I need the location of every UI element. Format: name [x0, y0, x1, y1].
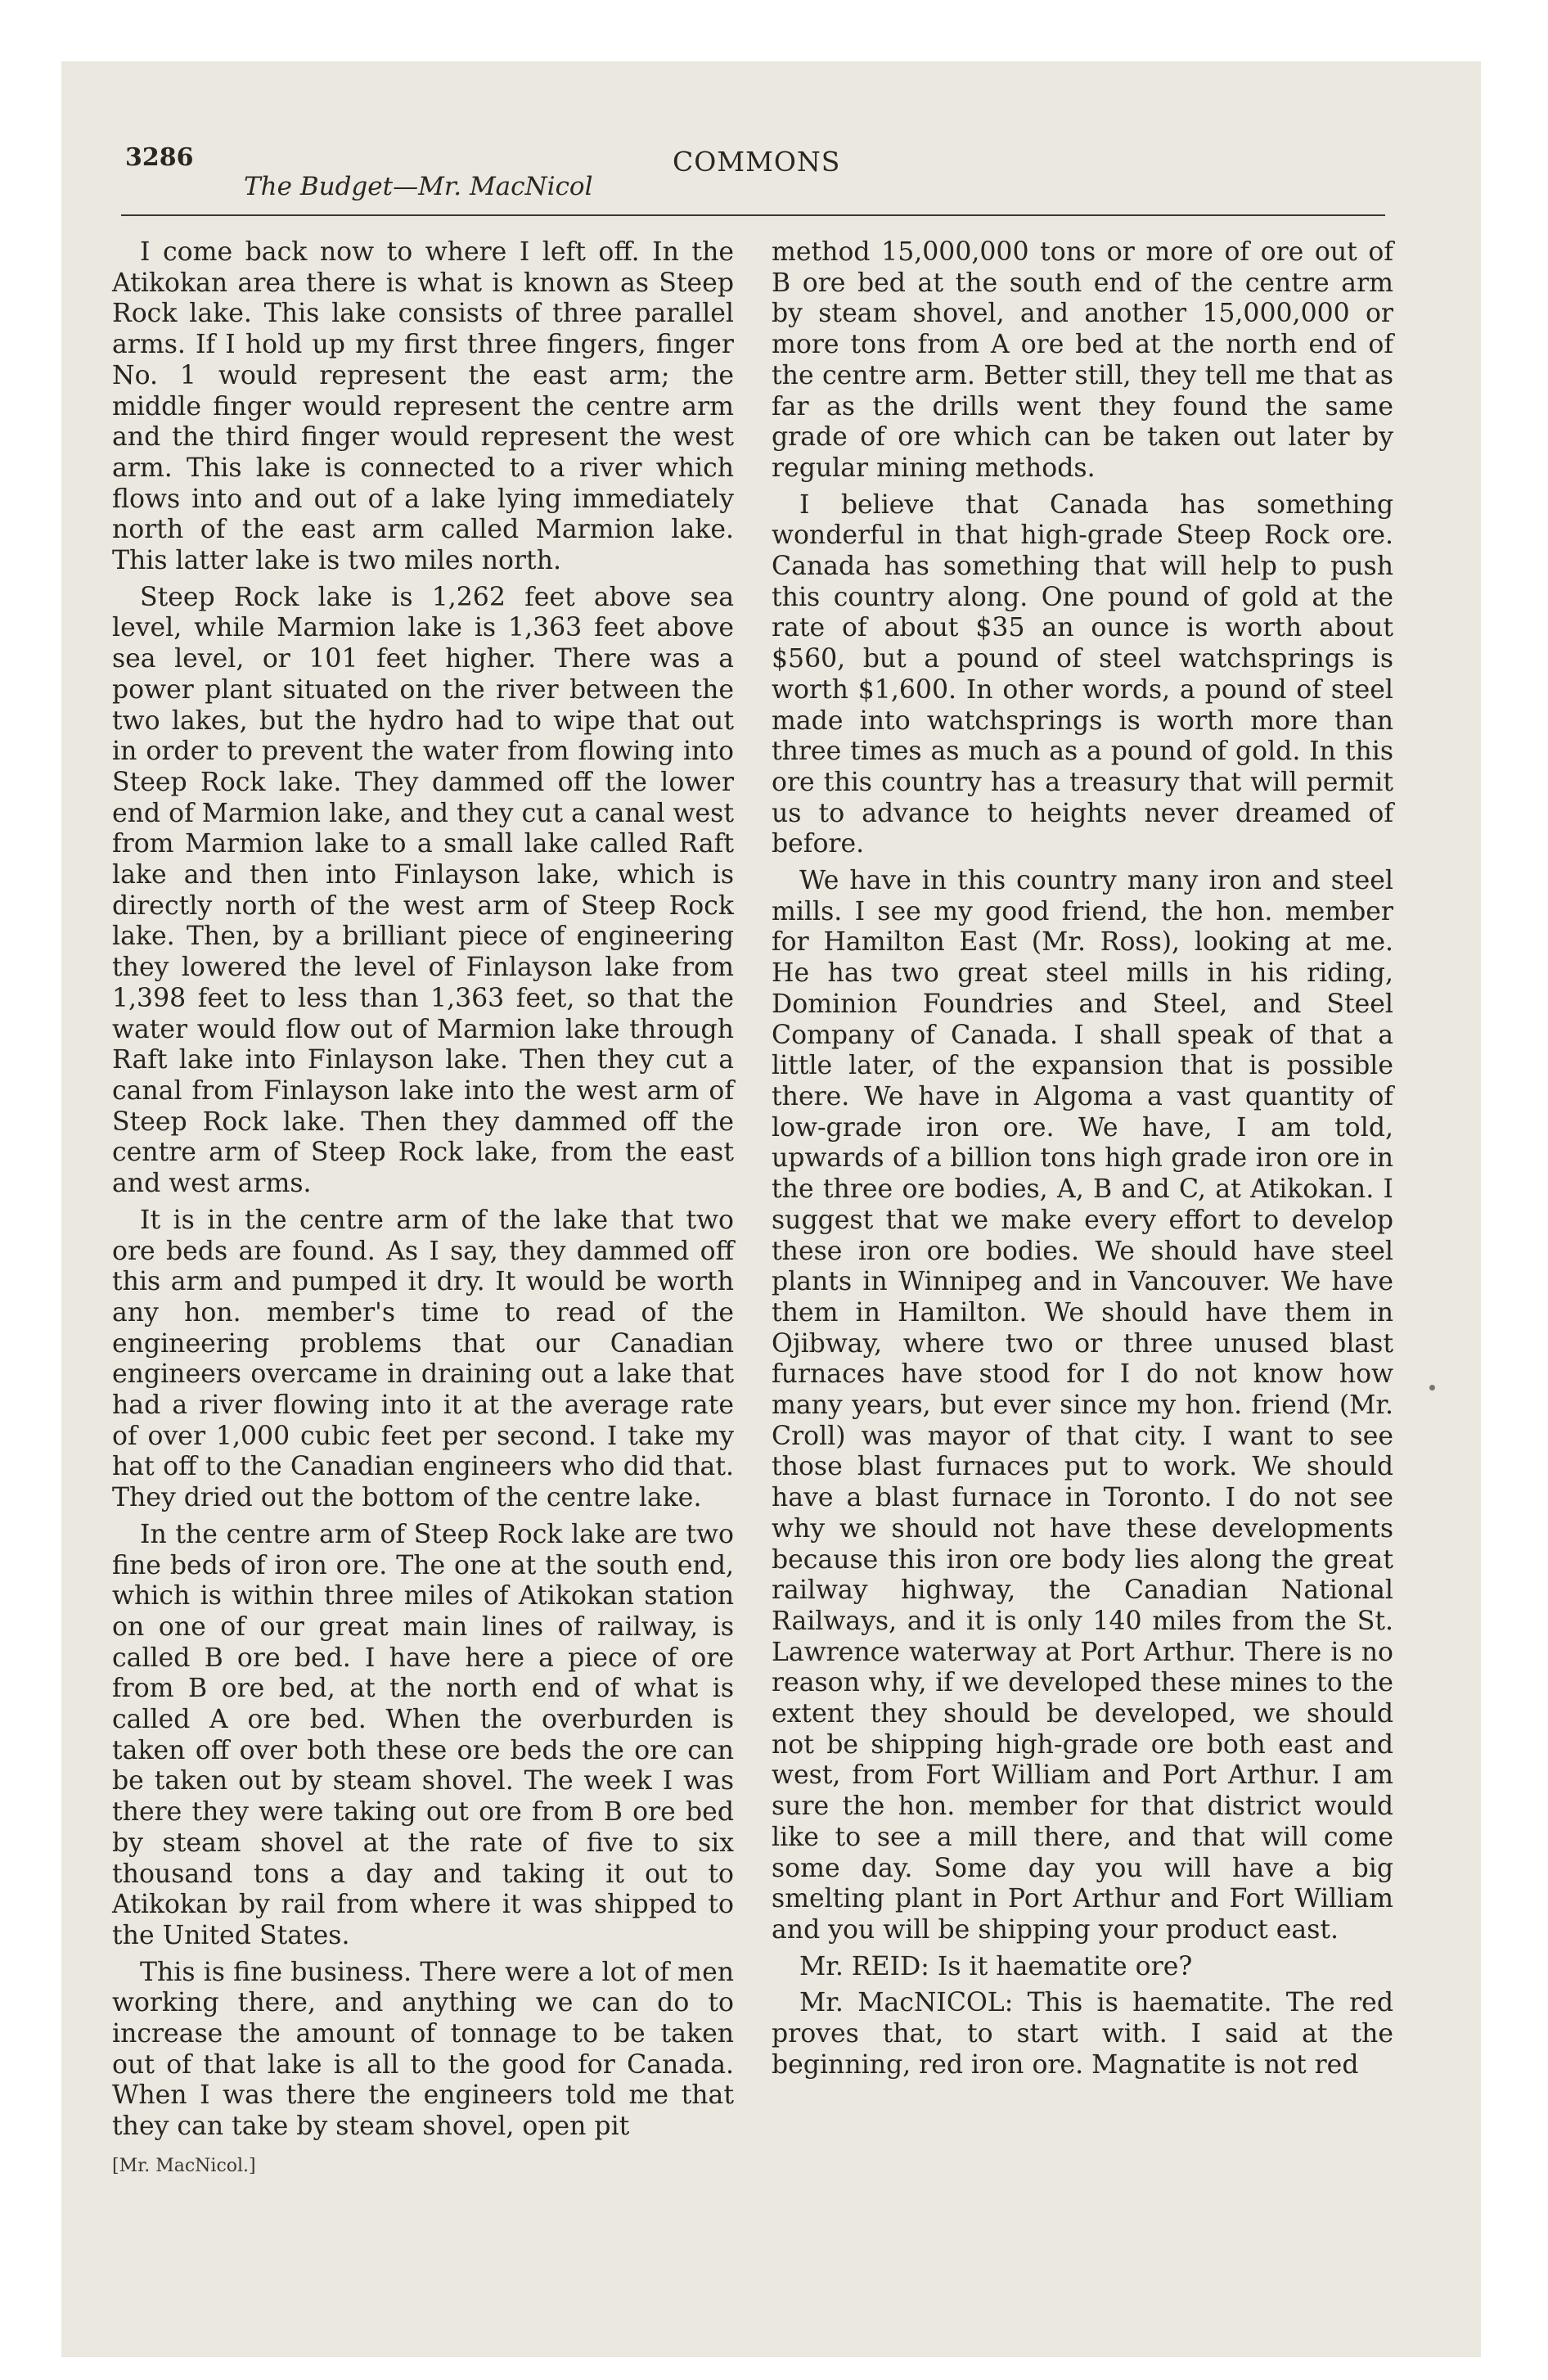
speaker-footnote: [Mr. MacNicol.]	[112, 2155, 256, 2176]
header-rule	[121, 214, 1385, 216]
paragraph: In the centre arm of Steep Rock lake are two fine beds of iron ore. The one at the south end, which is within three miles of Atikokan station on one of our great main lines of railway, is called B ore bed. I have here a piece of ore from B ore bed, at the north end of what is called A ore bed. When the overburden is taken off over both these ore beds the ore can be taken out by steam shovel. The week I was there they were taking out ore from B ore bed by steam shovel at the rate of five to six thousand tons a day and taking it out to Atikokan by rail from where it was shipped to the United States.	[112, 1519, 734, 1950]
paragraph: We have in this country many iron and steel mills. I see my good friend, the hon. member for Hamilton East (Mr. Ross), looking at me. He has two great steel mills in his riding, Dominion Foundries and Steel, and Steel Company of Canada. I shall speak of that a little later, of the expansion that is possible there. We have in Algoma a vast quantity of low-grade iron ore. We have, I am told, upwards of a billion tons high grade iron ore in the three ore bodies, A, B and C, at Atikokan. I suggest that we make every effort to develop these iron ore bodies. We should have steel plants in Winnipeg and in Vancouver. We have them in Hamilton. We should have them in Ojibway, where two or three unused blast furnaces have stood for I do not know how many years, but ever since my hon. friend (Mr. Croll) was mayor of that city. I want to see those blast furnaces put to work. We should have a blast furnace in Toronto. I do not see why we should not have these developments because this iron ore body lies along the great railway highway, the Canadian National Railways, and it is only 140 miles from the St. Lawrence waterway at Port Arthur. There is no reason why, if we developed these mines to the extent they should be developed, we should not be shipping high-grade ore both east and west, from Fort William and Port Arthur. I am sure the hon. member for that district would like to see a mill there, and that will come some day. Some day you will have a big smelting plant in Port Arthur and Fort William and you will be shipping your product east.	[772, 866, 1393, 1945]
left-column	[112, 237, 734, 2182]
paragraph: Mr. MacNICOL: This is haematite. The red proves that, to start with. I said at the beginning, red iron ore. Magnatite is not red	[772, 1988, 1393, 2080]
paragraph: Steep Rock lake is 1,262 feet above sea level, while Marmion lake is 1,363 feet above sea level, or 101 feet higher. There was a power plant situated on the river between the two lakes, but the hydro had to wipe that out in order to prevent the water from flowing into Steep Rock lake. They dammed off the lower end of Marmion lake, and they cut a canal west from Marmion lake to a small lake called Raft lake and then into Finlayson lake, which is directly north of the west arm of Steep Rock lake. Then, by a brilliant piece of engineering they lowered the level of Finlayson lake from 1,398 feet to less than 1,363 feet, so that the water would flow out of Marmion lake through Raft lake into Finlayson lake. Then they cut a canal from Finlayson lake into the west arm of Steep Rock lake. Then they dammed off the centre arm of Steep Rock lake, from the east and west arms.	[112, 582, 734, 1199]
page-number: 3286	[125, 143, 194, 172]
right-column	[772, 237, 1393, 2086]
house-name: COMMONS	[673, 146, 841, 178]
paragraph: Mr. REID: Is it haematite ore?	[799, 1951, 1193, 1981]
paragraph: I come back now to where I left off. In the Atikokan area there is what is known as Steep Rock lake. This lake consists of three parallel arms. If I hold up my first three fingers, finger No. 1 would represent the east arm; the middle finger would represent the centre arm and the third finger would represent the west arm. This lake is connected to a river which flows into and out of a lake lying immediately north of the east arm called Marmion lake. This latter lake is two miles north.	[112, 237, 734, 576]
margin-speck	[1429, 1385, 1435, 1391]
paragraph: It is in the centre arm of the lake that two ore beds are found. As I say, they dammed off this arm and pumped it dry. It would be worth any hon. member's time to read of the engineering problems that our Canadian engineers overcame in draining out a lake that had a river flowing into it at the average rate of over 1,000 cubic feet per second. I take my hat off to the Canadian engineers who did that. They dried out the bottom of the centre lake.	[112, 1205, 734, 1513]
paragraph: I believe that Canada has something wonderful in that high-grade Steep Rock ore. Canada has something that will help to push this country along. One pound of gold at the rate of about $35 an ounce is worth about $560, but a pound of steel watchsprings is worth $1,600. In other words, a pound of steel made into watchsprings is worth more than three times as much as a pound of gold. In this ore this country has a treasury that will permit us to advance to heights never dreamed of before.	[772, 489, 1393, 859]
paragraph-continuation: method 15,000,000 tons or more of ore out of B ore bed at the south end of the centre arm by steam shovel, and another 15,000,000 or more tons from A ore bed at the north end of the centre arm. Better still, they tell me that as far as the drills went they found the same grade of ore which can be taken out later by regular mining methods.	[772, 237, 1393, 483]
paragraph: This is fine business. There were a lot of men working there, and anything we can do to increase the amount of tonnage to be taken out of that lake is all to the good for Canada. When I was there the engineers told me that they can take by steam shovel, open pit	[112, 1957, 734, 2142]
running-head: The Budget—Mr. MacNicol	[244, 172, 593, 201]
